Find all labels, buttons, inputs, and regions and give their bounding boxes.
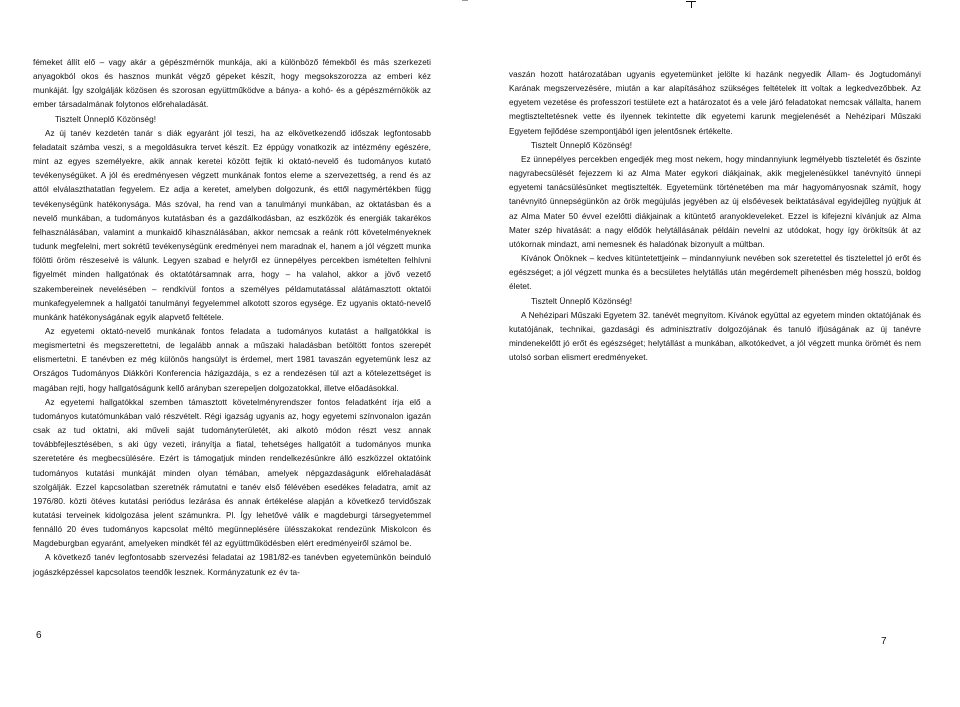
paragraph: Az egyetemi hallgatókkal szemben támasztott követelményrendszer fontos feladatként írja elő a tudományos kutatómunkában való részvételt. Régi igazság ugyanis az, hogy egyetemi színvonalon igazán csak az tud oktatni, aki műveli saját tudományterületét, aki alkotó módon részt vesz annak továbbfejlesztésében, s aki úgy vezeti, irányítja a fiatal, tehetséges hallgatóit a tudományos munka szeretetére és megbecsülésére. Ezért is támogatjuk minden rendelkezésünkre álló eszközzel oktatóink tudományos kutatási munkáját minden olyan témában, amelyek népgazdaságunk előrehaladását szolgálják. Ezzel kapcsolatban szeretnék rámutatni e tanév első félévében esedékes feladatra, amit az 1976/80. közti ötéves kutatási periódus lezárása és annak értékelése alapján a következő tervidőszak kutatási terveinek kidolgozása jelent számunkra. Pl. Így lehetővé válik e magdeburgi társegyetemmel fennálló 20 éves tudományos kapcsolat méltó megünneplésére ülésszakokat rendezünk Miskolcon és Magdeburgban egyaránt, amelyeken mindkét fél az együttműködésben elért eredményeiről számol be. bbox=[33, 397, 431, 549]
paragraph: Az egyetemi oktató-nevelő munkának fontos feladata a tudományos kutatást a hallgatókkal is megismertetni és megszerettetni, de legalább annak a műszaki haladásban betöltött fontos szerepét elismertetni. E tanévben ez még különös hangsúlyt is érdemel, mert 1981 tavaszán egyetemünk lesz az Országos Tudományos Diákköri Konferencia házigazdája, s ez a rendezésen túl azt a kötelezettséget is magában rejti, hogy hallgatóságunk kellő arányban szerepeljen dolgozatokkal, illetve előadásokkal. bbox=[33, 326, 431, 393]
paragraph: A Nehézipari Műszaki Egyetem 32. tanévét megnyitom. Kívánok együttal az egyetem minden oktatójának és kutatójának, technikai, gazdasági és adminisztratív dolgozójának és tanuló ifjúságának az új tanévre mindenekelőtt jó erőt és egészséget; helytállást a munkában, alkotókedvet, a jól végzett munka örömét és nem utolsó sorban elismert eredményeket. bbox=[509, 310, 921, 363]
salutation: Tisztelt Ünneplő Közönség! bbox=[531, 296, 633, 306]
crop-mark bbox=[686, 0, 696, 8]
scan-artifact-top bbox=[462, 0, 468, 1]
paragraph: Kívánok Önöknek – kedves kitüntetettjeink – mindannyiunk nevében sok szeretettel és tisztelettel jó erőt és egészséget; a jól végzett munka és a becsületes helytállás után megérdemelt pihenésben még hosszú, boldog életet. bbox=[509, 254, 921, 292]
paragraph: Ez ünnepélyes percekben engedjék meg most nekem, hogy mindannyiunk legmélyebb tiszteletét és őszinte nagyrabecsülését fejezzem ki az Alma Mater egykori diákjainak, akik megjelenésükkel tanévnyitó ünnepi egyetemi tanácsülésünket megtisztelték. Egyetemünk történetében ma már hagyományosnak számít, hogy tanévnyitó ünnepségünkön az örök megújulás jegyében az új elsőévesek beiktatásával egyidejűleg nyújtjuk át az Alma Mater 50 évvel ezelőtti diákjainak a kitüntető aranyokleveleket. Ezzel is kifejezni kívánjuk az Alma Mater szép hivatását: a nagy elődök helytállásának példáin nevelni az utódokat, hogy így örökítsük át az utókornak mindazt, ami nemesnek és haladónak bizonyult a múltban. bbox=[509, 154, 921, 249]
paragraph: fémeket állít elő – vagy akár a gépészmérnök munkája, aki a különböző fémekből és más szerkezeti anyagokból okos és hasznos munkát végző gépeket készít, hogy megsokszorozza az emberi kéz munkáját. Így szolgálják közösen és szorosan együttműködve a bánya- a kohó- és a gépészmérnökök az ember társadalmának folytonos előrehaladását. bbox=[33, 58, 431, 110]
right-page-text bbox=[509, 68, 921, 365]
left-page-text bbox=[33, 56, 431, 580]
paragraph: vaszán hozott határozatában ugyanis egyetemünket jelölte ki hazánk negyedik Állam- és Jogtudományi Karának megszervezésére, miután a kar alapításához szükséges feltételek itt voltak a legkedvezőbbek. Az egyetem vezetése és professzori testülete ezt a határozatot és a vele járó feladatokat nemcsak vállalta, hanem megtiszteltetésnek vette és ilyennek tekintette dik egyetemi karunk megjelenését a Nehézipari Műszaki Egyetem fejlődése szempontjából igen jelentősnek értékelte. bbox=[509, 70, 921, 136]
salutation: Tisztelt Ünneplő Közönség! bbox=[55, 114, 157, 124]
paragraph: A következő tanév legfontosabb szervezési feladatai az 1981/82-es tanévben egyetemünkön beinduló jogászképzéssel kapcsolatos teendők lesznek. Kormányzatunk ez év ta- bbox=[33, 553, 431, 577]
paragraph: Az új tanév kezdetén tanár s diák egyaránt jól teszi, ha az elkövetkezendő időszak legfontosabb feladatait számba veszi, s a megoldásukra tervet készít. Ez éppúgy vonatkozik az intézmény egészére, mint az egyes személyekre, akik annak keretei között fejtik ki oktató-nevelő és tudományos kutató tevékenységüket. A jól és eredményesen végzett munkának fontos eleme a szervezettség, a rend és az attól elválaszthatatlan fegyelem. Ez adja a keretet, amelyben dolgozunk, és ettől nagymértékben függ tevékenységünk hatékonysága. Más szóval, ha rend van a tanulmányi munkában, az oktatásban és a nevelő munkában, a tudományos kutatásban és a gazdálkodásban, az eszközök és energiák takarékos felhasználásában, valamint a munkaidő kihasználásában, akkor nemcsak a reánk rótt követelményeknek tudunk megfelelni, mert sokrétű tevékenységünk eredményei nem maradnak el, hanem a jól végzett munka fölötti öröm részeseivé is válunk. Legyen szabad e helyről ez ünnepélyes percekben ismételten felhívni figyelmét minden hallgatónak és oktatótársamnak arra, hogy – ha valahol, akkor a jövő vezető szakembereinek nevelésében – rendkívül fontos a személyes példamutatással alátámasztott oktatói munkafegyelemnek a hallgatói tanulmányi fegyelemmel alkotott szoros egysége. Ez ugyanis oktató-nevelő munkánk hatékonyságának egyik alapvető feltétele. bbox=[33, 128, 431, 322]
page-number-right: 7 bbox=[881, 636, 887, 647]
salutation: Tisztelt Ünneplő Közönség! bbox=[531, 140, 633, 150]
page-number-left: 6 bbox=[36, 630, 42, 641]
